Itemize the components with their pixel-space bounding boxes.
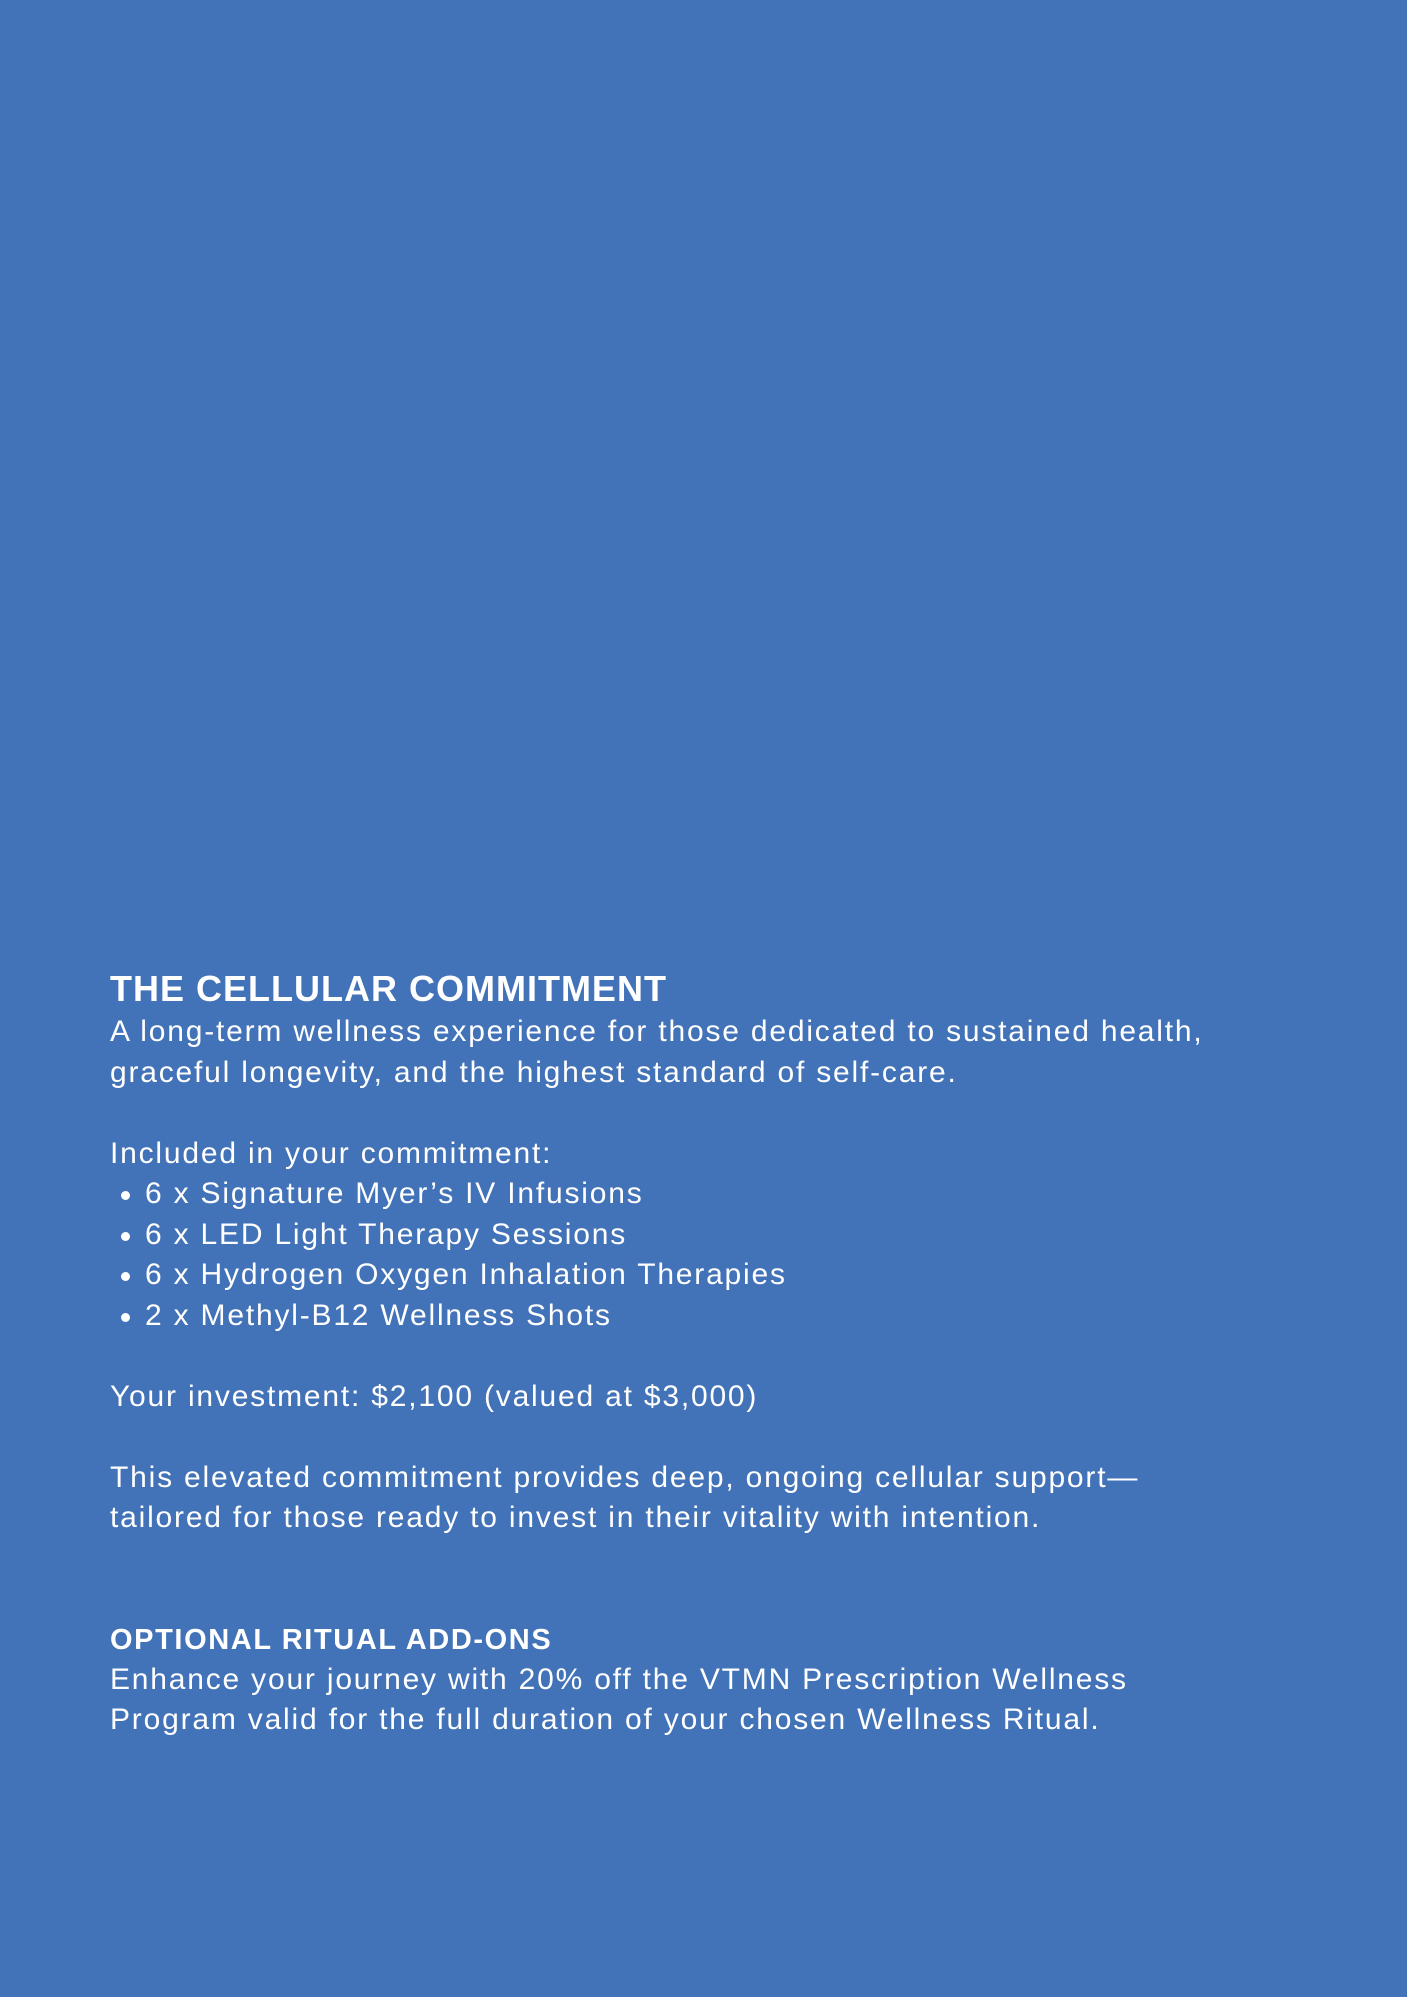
spacer	[110, 1336, 1310, 1377]
list-item	[110, 1255, 1310, 1296]
spacer	[110, 1417, 1310, 1458]
included-heading: Included in your commitment:	[110, 1136, 553, 1170]
commitment-title: THE CELLULAR COMMITMENT	[110, 968, 667, 1009]
intro-line-2: graceful longevity, and the highest standard of self-care.	[110, 1055, 958, 1089]
list-item	[110, 1296, 1310, 1337]
bullet-icon	[121, 1191, 130, 1200]
list-item-text: 6 x LED Light Therapy Sessions	[145, 1217, 628, 1251]
spacer	[110, 1539, 1310, 1620]
intro-line-1: A long-term wellness experience for those dedicated to sustained health,	[110, 1015, 1204, 1048]
bullet-icon	[121, 1232, 130, 1241]
investment-text: Your investment: $2,100 (valued at $3,000)	[110, 1379, 759, 1413]
included-list	[110, 1174, 1310, 1336]
content-block	[110, 966, 1310, 1741]
list-item	[110, 1215, 1310, 1256]
closing-line-2: tailored for those ready to invest in their vitality with intention.	[110, 1501, 1042, 1534]
addons-line-1: Enhance your journey with 20% off the VTMN Prescription Wellness	[110, 1662, 1128, 1696]
bullet-icon	[121, 1313, 130, 1322]
list-item-text: 6 x Hydrogen Oxygen Inhalation Therapies	[145, 1258, 787, 1291]
addons-title: OPTIONAL RITUAL ADD-ONS	[110, 1623, 553, 1656]
bullet-icon	[121, 1272, 130, 1281]
list-item-text: 6 x Signature Myer’s IV Infusions	[145, 1177, 644, 1210]
addons-line-2: Program valid for the full duration of your chosen Wellness Ritual.	[110, 1703, 1101, 1736]
spacer	[110, 1093, 1310, 1134]
closing-line-1: This elevated commitment provides deep, ongoing cellular support—	[110, 1460, 1140, 1494]
list-item	[110, 1174, 1310, 1215]
list-item-text: 2 x Methyl-B12 Wellness Shots	[145, 1298, 612, 1332]
